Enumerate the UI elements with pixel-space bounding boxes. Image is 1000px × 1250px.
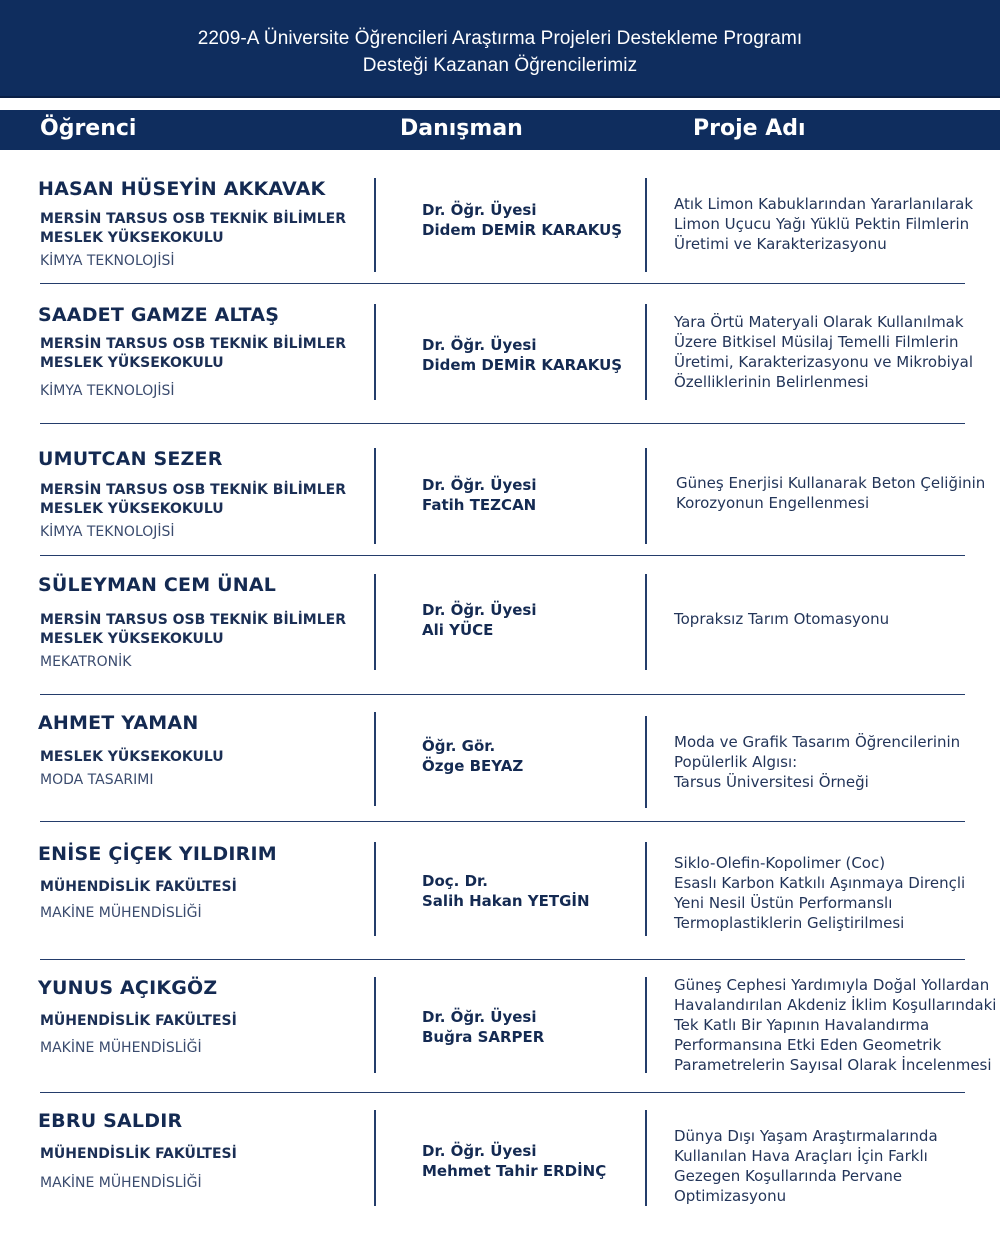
column-divider [645,304,647,400]
column-divider [645,448,647,544]
row-divider [40,555,965,556]
student-unit: MÜHENDİSLİK FAKÜLTESİ [40,1013,237,1029]
page-banner [0,0,1000,98]
banner-title: 2209-A Üniversite Öğrencileri Araştırma Projeleri Destekleme Programı [197,28,803,49]
project-title: Topraksız Tarım Otomasyonu [674,610,890,628]
column-divider [374,1110,376,1206]
student-unit: MERSİN TARSUS OSB TEKNİK BİLİMLER MESLEK YÜKSEKOKULU [40,482,346,517]
row-divider [40,283,965,284]
advisor-name: Dr. Öğr. Üyesi Ali YÜCE [422,601,537,639]
column-divider [374,842,376,936]
row-divider [40,821,965,822]
project-title: Yara Örtü Materyali Olarak Kullanılmak Üzere Bitkisel Müsilaj Temelli Filmlerin Üretimi, Karakterizasyonu ve Mikrobiyal Özelliklerinin Belirlenmesi [674,313,973,391]
column-divider [645,1110,647,1206]
column-divider [374,574,376,670]
project-title: Atık Limon Kabuklarından Yararlanılarak Limon Uçucu Yağı Yüklü Pektin Filmlerin Üretimi ve Karakterizasyonu [674,195,974,253]
advisor-name: Dr. Öğr. Üyesi Buğra SARPER [422,1008,545,1046]
student-unit: MÜHENDİSLİK FAKÜLTESİ [40,1146,237,1162]
student-name: EBRU SALDIR [38,1110,183,1132]
column-divider [374,448,376,544]
row-divider [40,1092,965,1093]
student-department: KİMYA TEKNOLOJİSİ [40,383,175,399]
student-department: MEKATRONİK [40,654,132,670]
column-header-bar [0,110,1000,150]
column-header-advisor: Danışman [400,116,523,141]
advisor-name: Dr. Öğr. Üyesi Didem DEMİR KARAKUŞ [422,336,623,374]
project-title: Güneş Enerjisi Kullanarak Beton Çeliğinin Korozyonun Engellenmesi [676,474,986,512]
advisor-name: Öğr. Gör. Özge BEYAZ [422,737,524,775]
student-unit: MERSİN TARSUS OSB TEKNİK BİLİMLER MESLEK YÜKSEKOKULU [40,612,346,647]
student-unit: MÜHENDİSLİK FAKÜLTESİ [40,879,237,895]
column-divider [374,178,376,272]
row-divider [40,959,965,960]
column-divider [374,712,376,806]
student-name: UMUTCAN SEZER [38,448,223,470]
advisor-name: Doç. Dr. Salih Hakan YETGİN [422,872,590,910]
project-title: Dünya Dışı Yaşam Araştırmalarında Kullanılan Hava Araçları İçin Farklı Gezegen Koşullarında Pervane Optimizasyonu [674,1127,938,1205]
student-department: MODA TASARIMI [40,772,154,788]
student-unit: MESLEK YÜKSEKOKULU [40,749,224,765]
column-divider [645,574,647,670]
project-title: Siklo-Olefin-Kopolimer (Coc) Esaslı Karbon Katkılı Aşınmaya Dirençli Yeni Nesil Üstün Performanslı Termoplastiklerin Geliştirilmesi [674,854,966,932]
project-title: Güneş Cephesi Yardımıyla Doğal Yollardan Havalandırılan Akdeniz İklim Koşullarındaki Tek Katlı Bir Yapının Havalandırma Performansına Etki Eden Geometrik Parametrelerin Sayısal Olarak İncelenmesi [674,976,997,1074]
advisor-name: Dr. Öğr. Üyesi Mehmet Tahir ERDİNÇ [422,1142,607,1180]
student-name: SÜLEYMAN CEM ÜNAL [38,574,277,596]
student-department: MAKİNE MÜHENDİSLİĞİ [40,1040,202,1056]
column-divider [645,977,647,1073]
student-department: KİMYA TEKNOLOJİSİ [40,524,175,540]
banner-subtitle: Desteği Kazanan Öğrencilerimiz [362,55,638,76]
student-name: YUNUS AÇIKGÖZ [38,977,218,999]
student-name: ENİSE ÇİÇEK YILDIRIM [38,843,277,865]
column-divider [374,304,376,400]
student-name: SAADET GAMZE ALTAŞ [38,304,280,326]
column-divider [645,178,647,272]
student-department: KİMYA TEKNOLOJİSİ [40,253,175,269]
column-header-project: Proje Adı [693,116,806,141]
column-divider [645,716,647,808]
student-name: AHMET YAMAN [38,712,199,734]
row-divider [40,694,965,695]
advisor-name: Dr. Öğr. Üyesi Didem DEMİR KARAKUŞ [422,201,623,239]
student-department: MAKİNE MÜHENDİSLİĞİ [40,905,202,921]
row-divider [40,423,965,424]
student-unit: MERSİN TARSUS OSB TEKNİK BİLİMLER MESLEK YÜKSEKOKULU [40,336,346,371]
student-unit: MERSİN TARSUS OSB TEKNİK BİLİMLER MESLEK YÜKSEKOKULU [40,211,346,246]
student-name: HASAN HÜSEYİN AKKAVAK [38,178,326,200]
column-divider [374,977,376,1073]
project-title: Moda ve Grafik Tasarım Öğrencilerinin Popülerlik Algısı: Tarsus Üniversitesi Örneği [674,733,961,791]
student-department: MAKİNE MÜHENDİSLİĞİ [40,1175,202,1191]
advisor-name: Dr. Öğr. Üyesi Fatih TEZCAN [422,476,537,514]
column-divider [645,842,647,936]
column-header-student: Öğrenci [40,116,137,141]
